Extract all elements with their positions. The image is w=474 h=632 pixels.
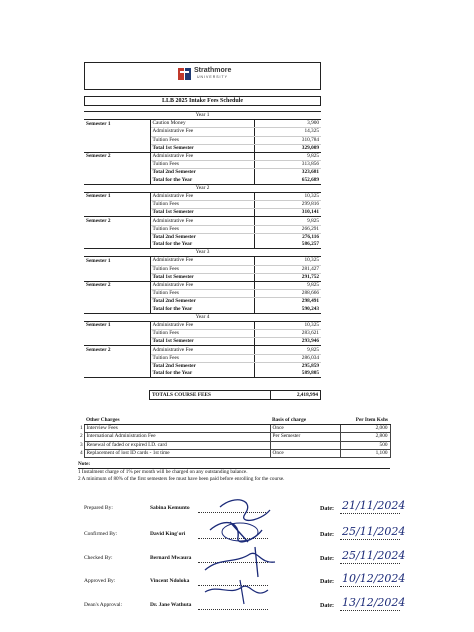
semester-spacer	[84, 362, 150, 370]
semester-spacer	[84, 209, 150, 217]
semester-label	[84, 128, 150, 136]
fee-item-name: Tuition Fees	[150, 161, 254, 169]
charge-row	[78, 433, 390, 441]
semester-spacer	[84, 169, 150, 177]
semester-label	[84, 136, 150, 144]
semester-total-value: 323,681	[301, 169, 320, 176]
signatory-name: Bernard Mwaura	[150, 555, 192, 561]
semester-spacer	[84, 273, 150, 281]
semester-label: Semester 1	[84, 321, 150, 329]
semester-total-value: 293,946	[301, 338, 320, 345]
fee-item-name: Tuition Fees	[150, 354, 254, 362]
charge-basis	[270, 441, 340, 449]
charge-row	[78, 425, 390, 433]
handwritten-date: 25/11/2024	[342, 549, 406, 562]
notes-label: Note:	[78, 461, 91, 467]
fee-item-amount: 10,325	[254, 257, 321, 265]
fee-item-amount: 10,325	[254, 192, 321, 200]
brand-name: Strathmore	[194, 67, 232, 74]
fee-item-name: Administrative Fee	[150, 192, 254, 200]
semester-total-label: Total 2nd Semester	[150, 298, 254, 306]
semester-label: Semester 1	[84, 257, 150, 265]
semester-total-label: Total 1st Semester	[150, 338, 254, 346]
fee-item-name: Tuition Fees	[150, 225, 254, 233]
schedule-title: LLB 2025 Intake Fees Schedule	[84, 96, 321, 106]
year-total-label: Total for the Year	[150, 306, 254, 314]
charge-basis: Per Semester	[270, 433, 340, 441]
fee-item-name: Administrative Fee	[150, 346, 254, 354]
year-total-row	[84, 177, 321, 185]
strathmore-logo-icon	[178, 67, 192, 81]
semester-label	[84, 201, 150, 209]
fee-row	[84, 225, 321, 233]
charge-number: 1	[80, 425, 83, 432]
fee-item-amount: 313,856	[254, 161, 321, 169]
notes-section	[78, 461, 284, 484]
fee-row	[84, 161, 321, 169]
fee-item-name: Administrative Fee	[150, 217, 254, 225]
header-basis: Basis of charge	[270, 417, 340, 425]
fee-item-name: Administrative Fee	[150, 152, 254, 160]
semester-label: Semester 2	[84, 281, 150, 289]
date-line	[340, 563, 400, 564]
year-total-row	[84, 370, 321, 378]
signature-role: Prepared By:	[84, 505, 113, 511]
charge-name: Replacement of lost ID cards - 1st time	[84, 449, 270, 457]
semester-total-row	[84, 209, 321, 217]
semester-label: Semester 1	[84, 120, 150, 128]
signature-role: Checked By:	[84, 555, 113, 561]
year-total-label: Total for the Year	[150, 177, 254, 185]
date-label: Date:	[320, 579, 334, 585]
notes-divider	[78, 468, 390, 469]
charge-number: 4	[80, 449, 83, 456]
fee-item-name: Caution Money	[150, 120, 254, 128]
semester-label: Semester 2	[84, 152, 150, 160]
semester-total-value: 329,009	[301, 144, 320, 151]
year-header-row	[84, 249, 321, 257]
year-total-row	[84, 241, 321, 249]
charge-name: Renewal of faded or expired I.D. card	[84, 441, 270, 449]
fee-item-amount: 14,325	[254, 128, 321, 136]
date-label: Date:	[320, 556, 334, 562]
brand-sub: UNIVERSITY	[197, 75, 229, 79]
date-label: Date:	[320, 506, 334, 512]
year-label: Year 1	[84, 112, 321, 120]
other-charges-table	[78, 417, 391, 458]
semester-total-row	[84, 169, 321, 177]
semester-total-row	[84, 362, 321, 370]
fee-row	[84, 192, 321, 200]
semester-total-value: 276,116	[302, 233, 320, 240]
signatory-name: Dr. Jane Wathuta	[150, 602, 192, 608]
year-total-value: 590,243	[254, 306, 321, 314]
charge-row	[78, 441, 390, 449]
semester-total-value: 295,859	[301, 362, 320, 369]
semester-total-label: Total 1st Semester	[150, 273, 254, 281]
year-total-value: 589,805	[254, 370, 321, 378]
year-header-row	[84, 112, 321, 120]
signatory-name: David King'ori	[150, 531, 186, 537]
fee-row	[84, 136, 321, 144]
charge-basis: Once	[270, 425, 340, 433]
fee-item-name: Administrative Fee	[150, 128, 254, 136]
fee-item-name: Administrative Fee	[150, 257, 254, 265]
fee-item-name: Administrative Fee	[150, 321, 254, 329]
note-item: 1 Instalment charge of 1% per month will be charged on any outstanding balance.	[78, 468, 248, 475]
semester-total-value: 310,141	[301, 209, 320, 216]
semester-spacer	[84, 144, 150, 152]
charge-name: Interview Fees	[84, 425, 270, 433]
charge-number: 3	[80, 441, 83, 448]
fee-item-amount: 310,784	[254, 136, 321, 144]
fee-item-amount: 9,825	[254, 346, 321, 354]
date-label: Date:	[320, 532, 334, 538]
semester-total-label: Total 2nd Semester	[150, 169, 254, 177]
semester-total-value: 291,752	[301, 273, 320, 280]
fee-row	[84, 201, 321, 209]
semester-total-label: Total 1st Semester	[150, 209, 254, 217]
fee-item-amount: 286,034	[254, 354, 321, 362]
year-total-value: 586,257	[254, 241, 321, 249]
date-line	[340, 513, 400, 514]
semester-total-label: Total 1st Semester	[150, 144, 254, 152]
semester-label	[84, 330, 150, 338]
year-label: Year 2	[84, 184, 321, 192]
year-header-row	[84, 313, 321, 321]
fee-item-amount: 9,825	[254, 281, 321, 289]
semester-label	[84, 265, 150, 273]
fee-item-amount: 281,427	[254, 265, 321, 273]
charge-amount: 2,000	[340, 425, 390, 433]
fee-item-name: Tuition Fees	[150, 201, 254, 209]
charge-basis: Once	[270, 449, 340, 457]
header-other-charges: Other Charges	[84, 417, 270, 425]
semester-total-label: Total 2nd Semester	[150, 362, 254, 370]
fee-row	[84, 120, 321, 128]
charge-name: International Administration Fee	[84, 433, 270, 441]
fee-item-amount: 288,666	[254, 290, 321, 298]
date-line	[340, 539, 400, 540]
note-item: 2 A minimum of 80% of the first semesters fee must have been paid before enrolling for the course.	[78, 476, 285, 482]
fee-item-name: Tuition Fees	[150, 265, 254, 273]
fee-item-amount: 283,621	[254, 330, 321, 338]
year-spacer	[84, 177, 150, 185]
semester-label	[84, 290, 150, 298]
fee-item-name: Tuition Fees	[150, 330, 254, 338]
year-label: Year 4	[84, 313, 321, 321]
charge-amount: 2,800	[340, 433, 390, 441]
date-line	[340, 610, 400, 611]
header-per-item: Per Item Kshs	[340, 417, 390, 425]
semester-spacer	[84, 233, 150, 241]
fee-item-amount: 3,900	[254, 120, 321, 128]
fees-table	[84, 111, 321, 378]
fee-item-name: Tuition Fees	[150, 290, 254, 298]
handwritten-date: 25/11/2024	[342, 525, 406, 538]
semester-label	[84, 161, 150, 169]
fee-item-amount: 299,816	[254, 201, 321, 209]
signature-role: Dean's Approval:	[84, 602, 123, 608]
semester-total-row	[84, 298, 321, 306]
signature-role: Approved By:	[84, 578, 116, 584]
semester-spacer	[84, 338, 150, 346]
fee-row	[84, 281, 321, 289]
grand-total-row	[150, 391, 321, 400]
charge-number: 2	[80, 433, 83, 440]
semester-label: Semester 1	[84, 192, 150, 200]
other-charges-header	[78, 417, 390, 425]
date-line	[340, 586, 400, 587]
handwritten-signatures-image	[200, 492, 320, 612]
semester-total-row	[84, 233, 321, 241]
signatory-name: Sabina Kemunto	[150, 505, 190, 511]
fee-row	[84, 321, 321, 329]
fee-row	[84, 152, 321, 160]
fee-item-amount: 266,291	[254, 225, 321, 233]
semester-total-value: 298,491	[301, 298, 320, 305]
semester-label	[84, 225, 150, 233]
fee-row	[84, 290, 321, 298]
date-label: Date:	[320, 603, 334, 609]
fee-row	[84, 346, 321, 354]
fee-item-amount: 10,325	[254, 321, 321, 329]
year-header-row	[84, 184, 321, 192]
charge-amount: 500	[340, 441, 390, 449]
year-total-label: Total for the Year	[150, 241, 254, 249]
charge-row	[78, 449, 390, 457]
charge-amount: 1,100	[340, 449, 390, 457]
year-total-row	[84, 306, 321, 314]
year-total-value: 652,689	[254, 177, 321, 185]
handwritten-date: 21/11/2024	[342, 499, 406, 512]
semester-spacer	[84, 298, 150, 306]
semester-label: Semester 2	[84, 346, 150, 354]
semester-label: Semester 2	[84, 217, 150, 225]
semester-total-label: Total 2nd Semester	[150, 233, 254, 241]
fee-row	[84, 128, 321, 136]
year-spacer	[84, 370, 150, 378]
fee-row	[84, 354, 321, 362]
year-total-label: Total for the Year	[150, 370, 254, 378]
fee-item-amount: 9,825	[254, 217, 321, 225]
fee-row	[84, 257, 321, 265]
semester-total-row	[84, 144, 321, 152]
fee-row	[84, 217, 321, 225]
fee-row	[84, 330, 321, 338]
grand-total-value: 2,418,994	[271, 391, 321, 400]
year-spacer	[84, 241, 150, 249]
semester-total-row	[84, 273, 321, 281]
handwritten-date: 13/12/2024	[342, 596, 406, 609]
fee-row	[84, 265, 321, 273]
semester-total-row	[84, 338, 321, 346]
fee-item-name: Administrative Fee	[150, 281, 254, 289]
signatory-name: Vincent Ndoloka	[150, 578, 190, 584]
semester-label	[84, 354, 150, 362]
grand-total-table	[149, 390, 321, 400]
year-spacer	[84, 306, 150, 314]
handwritten-date: 10/12/2024	[342, 572, 406, 585]
signature-role: Confirmed By:	[84, 531, 118, 537]
fee-item-amount: 9,825	[254, 152, 321, 160]
year-label: Year 3	[84, 249, 321, 257]
fee-item-name: Tuition Fees	[150, 136, 254, 144]
grand-total-label: TOTALS COURSE FEES	[150, 391, 271, 400]
